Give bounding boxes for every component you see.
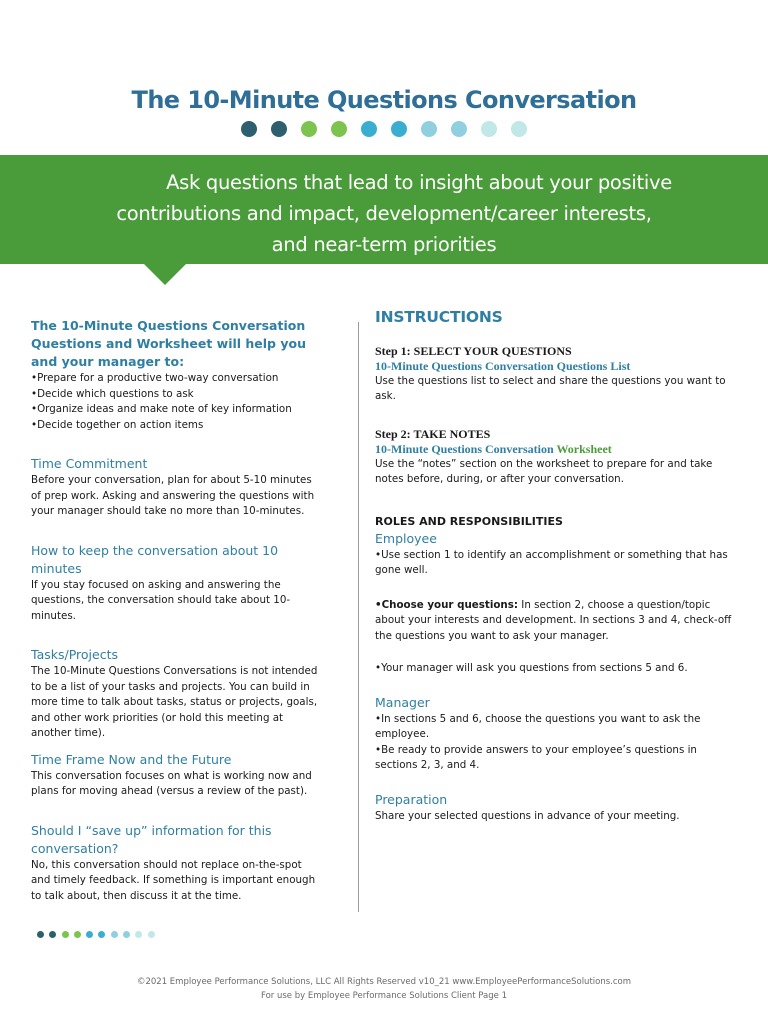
tasks-projects-body: The 10-Minute Questions Conversations is not intended to be a list of your tasks and projects. You can build in more time to talk about tasks, status or projects, goals, and other work priorities (or hold this meeting at another time). — [31, 665, 318, 739]
page-title: The 10-Minute Questions Conversation — [131, 86, 637, 114]
banner-text — [0, 167, 768, 260]
decorative-dots-bottom — [37, 931, 160, 938]
footer-copyright: ©2021 Employee Performance Solutions, LLC All Rights Reserved v10_21 www.EmployeePerformanceSolutions.com — [136, 977, 632, 987]
banner-line-1: Ask questions that lead to insight about your positive — [166, 171, 672, 194]
intro-heading: The 10-Minute Questions Conversation Questions and Worksheet will help you and your manager to: — [31, 318, 306, 369]
save-up-section — [31, 822, 321, 905]
manager-heading: Manager — [375, 694, 430, 710]
time-commitment-heading: Time Commitment — [31, 456, 148, 471]
employee-point-3: •Your manager will ask you questions from sections 5 and 6. — [375, 662, 688, 674]
decorative-dot — [421, 121, 437, 137]
instructions-heading: INSTRUCTIONS — [375, 308, 503, 326]
step-1-body: Use the questions list to select and share the questions you want to ask. — [375, 374, 726, 402]
employee-point-2 — [375, 598, 740, 645]
time-frame-body: This conversation focuses on what is working now and plans for moving ahead (versus a review of the past). — [31, 769, 312, 797]
decorative-dot — [86, 931, 93, 938]
decorative-dot — [62, 931, 69, 938]
banner-line-3: and near-term priorities — [271, 233, 497, 256]
decorative-dot — [271, 121, 287, 137]
decorative-dot — [481, 121, 497, 137]
decorative-dot — [391, 121, 407, 137]
save-up-heading: Should I “save up” information for this conversation? — [31, 822, 272, 856]
employee-heading: Employee — [375, 530, 437, 546]
employee-point-1: •Use section 1 to identify an accomplishment or something that has gone well. — [375, 548, 728, 576]
banner-line-2: contributions and impact, development/career interests, — [116, 202, 652, 225]
time-frame-section — [31, 751, 321, 800]
employee-point-2-rest: In section 2, choose a question/topic about your interests and development. In sections 3 and 4, check-off the questions you want to ask your manager. — [375, 598, 732, 642]
decorative-dot — [111, 931, 118, 938]
employee-point-2-bold: •Choose your questions: — [375, 598, 519, 611]
decorative-dot — [511, 121, 527, 137]
decorative-dot — [123, 931, 130, 938]
step-2-sub-a: 10-Minute Questions Conversation — [375, 441, 557, 456]
intro-bullet: •Decide which questions to ask — [31, 387, 194, 400]
step-2-subheading — [375, 442, 740, 457]
step-2-heading: Step 2: TAKE NOTES — [375, 426, 491, 441]
intro-bullet: •Organize ideas and make note of key information — [31, 403, 292, 415]
decorative-dot — [451, 121, 467, 137]
footer-page-info: For use by Employee Performance Solutions Client Page 1 — [261, 991, 507, 1001]
decorative-dot — [98, 931, 105, 938]
decorative-dot — [301, 121, 317, 137]
decorative-dot — [148, 931, 155, 938]
preparation-heading: Preparation — [375, 791, 448, 807]
column-divider — [358, 322, 359, 912]
time-frame-heading: Time Frame Now and the Future — [31, 751, 232, 767]
preparation-body: Share your selected questions in advance of your meeting. — [375, 809, 680, 822]
time-commitment-body: Before your conversation, plan for about 5-10 minutes of prep work. Asking and answering the questions with your manager should take no more than 10-minutes. — [31, 474, 315, 517]
roles-heading: ROLES AND RESPONSIBILITIES — [375, 514, 563, 528]
tasks-projects-heading: Tasks/Projects — [31, 647, 118, 662]
step-1-heading: Step 1: SELECT YOUR QUESTIONS — [375, 343, 572, 358]
keep-conversation-section — [31, 542, 321, 625]
left-column — [31, 317, 321, 913]
step-2-section — [375, 427, 740, 488]
time-commitment-section — [31, 455, 321, 520]
manager-point-2: •Be ready to provide answers to your employee’s questions in sections 2, 3, and 4. — [375, 743, 697, 771]
intro-section — [31, 317, 321, 433]
decorative-dot — [331, 121, 347, 137]
banner-arrow — [143, 263, 187, 285]
step-1-subheading — [375, 359, 740, 374]
step-1-sub-b: Questions List — [556, 358, 631, 373]
step-1-section — [375, 344, 740, 405]
keep-conversation-heading: How to keep the conversation about 10 minutes — [31, 542, 279, 576]
decorative-dot — [135, 931, 142, 938]
intro-bullet: •Prepare for a productive two-way conversation — [31, 372, 279, 384]
step-2-body: Use the “notes” section on the worksheet to prepare for and take notes before, during, or after your conversation. — [375, 457, 713, 485]
decorative-dot — [361, 121, 377, 137]
decorative-dots-top — [0, 121, 768, 139]
tasks-projects-section — [31, 646, 321, 742]
intro-bullet: •Decide together on action items — [31, 418, 204, 431]
decorative-dot — [37, 931, 44, 938]
step-2-sub-b: Worksheet — [556, 441, 612, 456]
manager-point-1: •In sections 5 and 6, choose the questions you want to ask the employee. — [375, 712, 701, 740]
right-column — [375, 310, 740, 824]
save-up-body: No, this conversation should not replace on-the-spot and timely feedback. If something is important enough to talk about, then discuss it at the time. — [31, 858, 316, 902]
step-1-sub-a: 10-Minute Questions Conversation — [375, 358, 557, 373]
decorative-dot — [241, 121, 257, 137]
decorative-dot — [49, 931, 56, 938]
decorative-dot — [74, 931, 81, 938]
keep-conversation-body: If you stay focused on asking and answering the questions, the conversation should take about 10-minutes. — [31, 578, 291, 622]
